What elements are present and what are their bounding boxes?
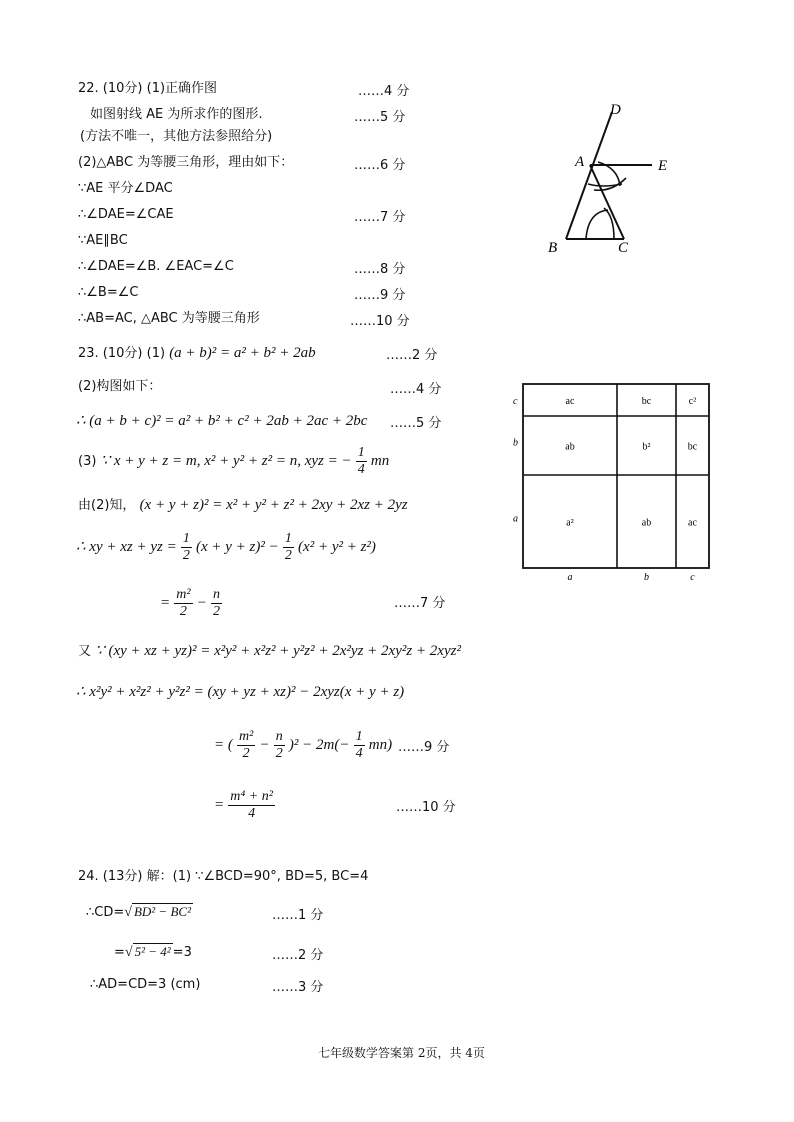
q23-line-10-a: = ( <box>214 737 233 753</box>
q23-score-2: ……4 分 <box>390 382 442 397</box>
q23-line-7-fraction-2 <box>211 587 222 620</box>
grid-row-label: a <box>513 513 518 525</box>
q24-score-1: ……1 分 <box>272 908 324 923</box>
q23-line-4-fraction <box>356 445 367 478</box>
grid-col-label: c <box>690 572 695 583</box>
q23-line-7-fraction-1 <box>174 587 192 620</box>
q24-line-3-radicand: 5² − 4² <box>134 944 171 959</box>
q23-line-4 <box>78 444 389 479</box>
q24-line-3-result: =3 <box>172 945 192 960</box>
q22-line-10: ∴AB=AC, △ABC 为等腰三角形 <box>78 311 260 326</box>
q24-line-4: ∴AD=CD=3 (cm) <box>90 977 201 992</box>
grid-cell-label: bc <box>641 396 652 407</box>
q23-line-10-fraction-2 <box>274 729 285 762</box>
q23-line-4-prefix: (3) <box>78 454 97 469</box>
grid-cell-label: ac <box>688 517 697 529</box>
q23-line-10-f2-den: 2 <box>275 746 283 761</box>
q23-line-10-f1-num: m² <box>239 729 254 744</box>
q23-line-1 <box>78 344 316 363</box>
q23-line-10-fraction-1 <box>237 729 255 762</box>
q23-line-7-minus: − <box>196 595 207 611</box>
q23-line-5-prefix: 由(2)知， <box>78 498 136 513</box>
q24-line-3-prefix: = <box>114 945 125 960</box>
q23-line-10-f2-num: n <box>275 729 283 744</box>
q23-line-10-f3-den: 4 <box>355 746 363 761</box>
label-D: D <box>610 102 621 118</box>
q22-score-2: ……5 分 <box>354 110 406 125</box>
q24-sqrt-sign-2: √ <box>124 945 133 960</box>
grid-outer-border <box>523 384 709 568</box>
segment-AC <box>590 165 624 239</box>
q22-score-1: ……4 分 <box>358 84 410 99</box>
q24-line-2 <box>86 902 193 923</box>
grid-cell-label: bc <box>687 441 698 453</box>
q22-line-8: ∴∠DAE=∠B. ∠EAC=∠C <box>78 259 234 274</box>
q24-score-2: ……2 分 <box>272 948 324 963</box>
q23-line-10-b: − <box>259 737 270 753</box>
q23-line-10-f1-den: 2 <box>242 746 250 761</box>
q23-line-1-math: (a + b)² = a² + b² + 2ab <box>169 345 316 361</box>
grid-cell-label: a² <box>566 517 574 529</box>
q23-line-6-tail: (x² + y² + z²) <box>298 539 376 555</box>
q23-line-8-prefix: 又 <box>78 644 92 659</box>
q23-line-4-math: ∵ x + y + z = m, x² + y² + z² = n, xyz = − <box>100 453 352 469</box>
q23-line-6-mid: (x + y + z)² − <box>196 539 279 555</box>
q23-line-4-frac-den: 4 <box>357 462 365 477</box>
q23-score-10: ……9 分 <box>398 740 450 755</box>
q23-line-8 <box>78 642 461 661</box>
q23-line-11-eq: = <box>214 797 225 813</box>
q23-line-10-d: mn) <box>368 737 393 753</box>
grid-cell-label: ab <box>565 441 575 453</box>
grid-row-label: b <box>513 437 518 449</box>
label-E: E <box>658 158 668 174</box>
triangle-construction-figure <box>530 92 680 262</box>
q23-line-6-fraction-1 <box>181 531 192 564</box>
grid-col-label: b <box>644 572 649 583</box>
q23-line-7-f2-num: n <box>212 587 220 602</box>
q22-score-4: ……6 分 <box>354 158 406 173</box>
q22-line-9: ∴∠B=∠C <box>78 285 139 300</box>
q22-line-4: (2)△ABC 为等腰三角形，理由如下： <box>78 155 294 170</box>
q24-line-2-radicand: BD² − BC² <box>133 904 191 919</box>
q23-line-6-fraction-2 <box>283 531 294 564</box>
q22-line-6: ∴∠DAE=∠CAE <box>78 207 174 222</box>
q23-line-10-fraction-3 <box>354 729 365 762</box>
q22-line-7: ∵AE∥BC <box>78 233 128 248</box>
grid-cell-label: ac <box>565 396 575 407</box>
page-footer: 七年级数学答案第 2页，共 4页 <box>318 1046 485 1060</box>
q23-line-8-math: ∵ (xy + xz + yz)² = x²y² + x²z² + y²z² + 2x²yz + 2xy²z + 2xyz² <box>95 643 461 659</box>
q23-line-6-f2-num: 1 <box>284 531 292 546</box>
grid-col-label: a <box>567 572 573 583</box>
q23-score-3: ……5 分 <box>390 416 442 431</box>
q22-score-6: ……7 分 <box>354 210 406 225</box>
q24-score-3: ……3 分 <box>272 980 324 995</box>
q23-line-6-f1-den: 2 <box>182 548 190 563</box>
q23-line-7-eq: = <box>160 595 171 611</box>
q23-line-2: (2)构图如下： <box>78 379 162 394</box>
q23-line-6 <box>76 530 376 565</box>
q23-line-4-frac-num: 1 <box>357 445 365 460</box>
q23-line-7-f1-num: m² <box>176 587 191 602</box>
label-C: C <box>618 240 629 256</box>
q23-line-11-den: 4 <box>248 806 256 821</box>
q22-line-2: 如图射线 AE 为所求作的图形. <box>90 107 263 122</box>
q23-line-11 <box>214 788 275 823</box>
grid-row-label: c <box>513 396 518 407</box>
q22-score-10: ……10 分 <box>350 314 410 329</box>
q22-score-9: ……9 分 <box>354 288 406 303</box>
q23-line-5 <box>78 496 408 515</box>
q23-line-10-f3-num: 1 <box>355 729 363 744</box>
q23-line-10 <box>214 728 392 763</box>
grid-cell-label: ab <box>641 517 652 529</box>
q24-line-2-prefix: ∴CD= <box>86 905 125 920</box>
q23-line-7-f2-den: 2 <box>212 604 220 619</box>
q23-line-5-math: (x + y + z)² = x² + y² + z² + 2xy + 2xz + 2yz <box>139 497 408 513</box>
q23-line-6-f2-den: 2 <box>284 548 292 563</box>
q22-line-5: ∵AE 平分∠DAC <box>78 181 173 196</box>
q22-line-1: 22. (10分) (1)正确作图 <box>78 81 218 96</box>
q23-line-10-c: )² − 2m(− <box>288 737 350 753</box>
q23-score-1: ……2 分 <box>386 348 438 363</box>
q23-line-7-f1-den: 2 <box>179 604 187 619</box>
q23-line-4-tail: mn <box>370 453 390 469</box>
construction-arc-4 <box>586 210 608 239</box>
q24-line-1: 24. (13分) 解：(1) ∵∠BCD=90°, BD=5, BC=4 <box>78 869 369 884</box>
label-B: B <box>548 240 558 256</box>
q24-line-3 <box>114 942 192 963</box>
q23-score-7: ……7 分 <box>394 596 446 611</box>
q24-sqrt-sign: √ <box>124 905 132 920</box>
q23-score-11: ……10 分 <box>396 800 456 815</box>
q22-score-8: ……8 分 <box>354 262 406 277</box>
q23-line-1-prefix: 23. (10分) (1) <box>78 346 166 361</box>
q23-line-3: ∴ (a + b + c)² = a² + b² + c² + 2ab + 2ac + 2bc <box>76 413 368 429</box>
q23-line-7 <box>160 586 222 621</box>
q23-line-6-lhs: ∴ xy + xz + yz = <box>76 539 177 555</box>
grid-cell-label: b² <box>642 441 651 453</box>
q23-line-11-num: m⁴ + n² <box>230 789 273 804</box>
grid-cell-label: c² <box>688 396 697 407</box>
q23-line-11-fraction <box>228 789 275 822</box>
area-grid-figure <box>508 380 718 586</box>
ray-AD <box>566 112 612 239</box>
q22-line-3: (方法不唯一，其他方法参照给分) <box>80 129 273 144</box>
q23-line-6-f1-num: 1 <box>182 531 190 546</box>
grid-labels <box>513 396 695 583</box>
q23-line-9: ∴ x²y² + x²z² + y²z² = (xy + yz + xz)² − 2xyz(x + y + z) <box>76 684 405 700</box>
label-A: A <box>575 154 585 170</box>
